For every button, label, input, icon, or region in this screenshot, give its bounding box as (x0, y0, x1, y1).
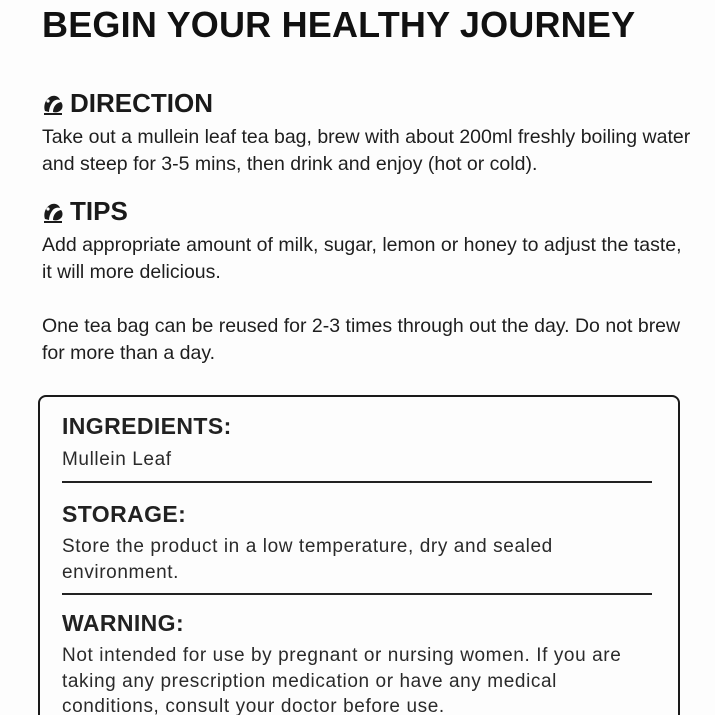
tips-heading (40, 196, 128, 227)
divider (62, 593, 652, 595)
divider (62, 481, 652, 483)
page-title: BEGIN YOUR HEALTHY JOURNEY (42, 4, 636, 45)
warning-text: Not intended for use by pregnant or nursing women. If you are taking any prescription medication or have any medical conditions, consult your doctor before use. (62, 645, 622, 715)
tips-heading-label: TIPS (70, 196, 128, 226)
direction-heading (40, 88, 213, 119)
info-box (38, 395, 680, 715)
tea-leaf-icon (40, 91, 66, 117)
storage-text: Store the product in a low temperature, dry and sealed environment. (62, 536, 553, 583)
tips-text-1: Add appropriate amount of milk, sugar, lemon or honey to adjust the taste, it will more delicious. (42, 234, 682, 283)
direction-text: Take out a mullein leaf tea bag, brew with about 200ml freshly boiling water and steep for 3-5 mins, then drink and enjoy (hot or cold). (42, 126, 691, 175)
tips-text-2: One tea bag can be reused for 2-3 times through out the day. Do not brew for more than a day. (42, 315, 681, 364)
tea-leaf-icon (40, 199, 66, 225)
warning-heading: WARNING: (62, 610, 185, 636)
direction-heading-label: DIRECTION (70, 88, 213, 118)
ingredients-heading: INGREDIENTS: (62, 413, 232, 439)
storage-heading: STORAGE: (62, 501, 187, 527)
ingredients-text: Mullein Leaf (62, 449, 172, 470)
